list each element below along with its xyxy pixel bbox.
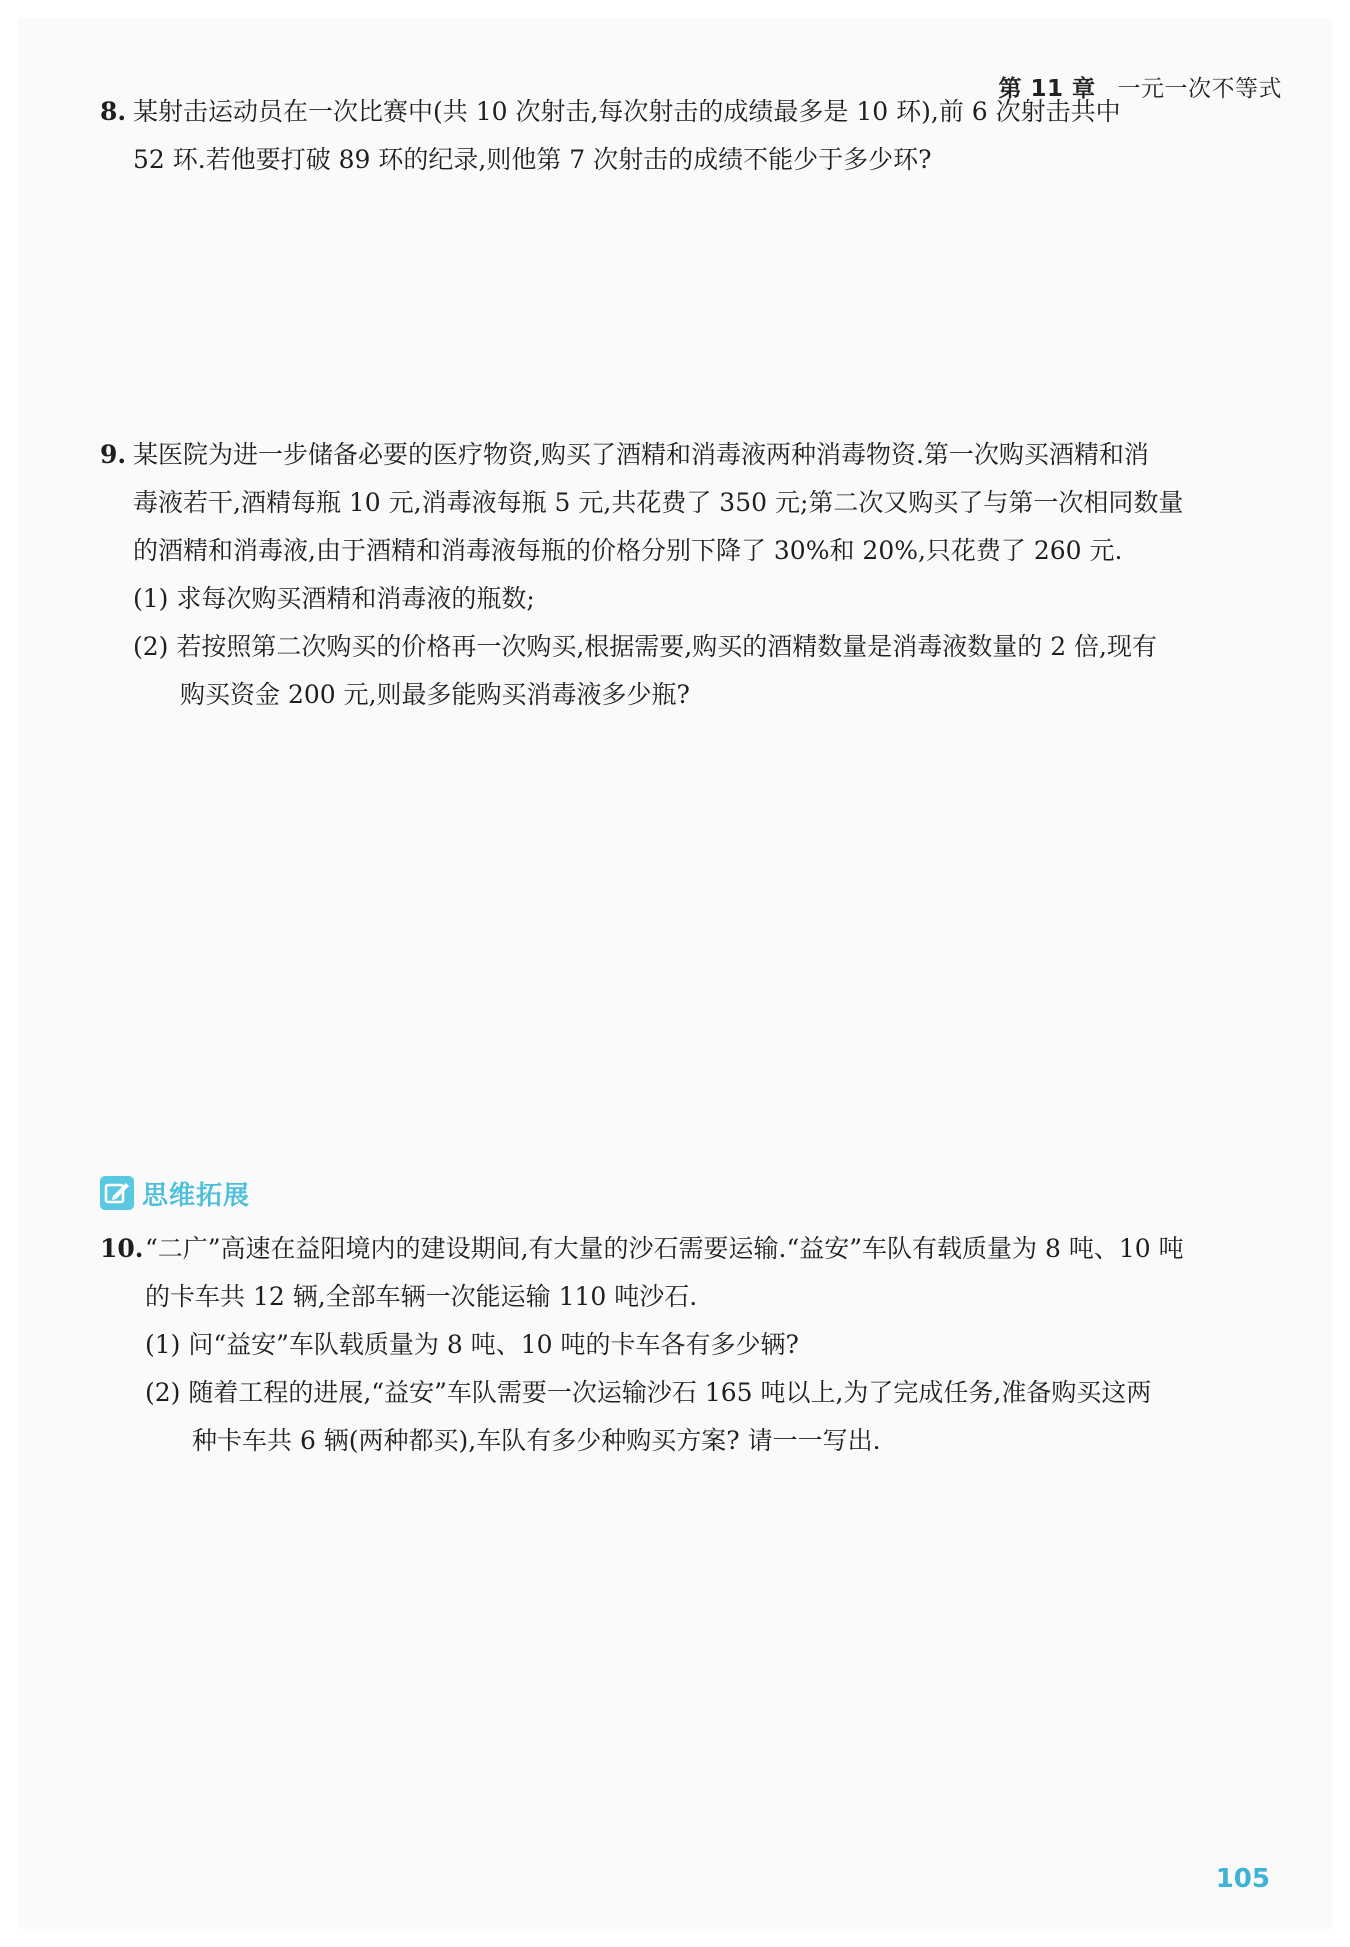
pencil-edit-icon	[100, 1176, 134, 1210]
question-9-sub-2: (2) 若按照第二次购买的价格再一次购买,根据需要,购买的酒精数量是消毒液数量的 2 倍,现有	[133, 632, 1158, 661]
question-text: 某射击运动员在一次比赛中(共 10 次射击,每次射击的成绩最多是 10 环),前 6 次射击共中	[133, 97, 1121, 126]
question-10-sub-2: (2) 随着工程的进展,“益安”车队需要一次运输沙石 165 吨以上,为了完成任务,准备购买这两	[145, 1378, 1152, 1407]
question-10-sub-2-cont: 种卡车共 6 辆(两种都买),车队有多少种购买方案? 请一一写出.	[192, 1426, 881, 1455]
question-text: 某医院为进一步储备必要的医疗物资,购买了酒精和消毒液两种消毒物资.第一次购买酒精和消	[133, 440, 1149, 469]
question-9-sub-1: (1) 求每次购买酒精和消毒液的瓶数;	[133, 584, 535, 613]
textbook-page	[18, 18, 1332, 1929]
question-text: “二广”高速在益阳境内的建设期间,有大量的沙石需要运输.“益安”车队有载质量为 8 吨、10 吨	[145, 1234, 1184, 1263]
chapter-title: 一元一次不等式	[1117, 76, 1282, 102]
question-9-line-3: 的酒精和消毒液,由于酒精和消毒液每瓶的价格分别下降了 30%和 20%,只花费了 260 元.	[133, 536, 1123, 565]
question-9-sub-2-cont: 购买资金 200 元,则最多能购买消毒液多少瓶?	[180, 680, 690, 709]
section-title: 思维拓展	[142, 1180, 251, 1211]
question-10-line-2: 的卡车共 12 辆,全部车辆一次能运输 110 吨沙石.	[145, 1282, 698, 1311]
question-10-sub-1: (1) 问“益安”车队载质量为 8 吨、10 吨的卡车各有多少辆?	[145, 1330, 799, 1359]
question-9-line-1	[100, 431, 1310, 479]
question-8-line-1	[100, 88, 1310, 136]
question-10	[100, 1225, 1310, 1465]
question-10-line-1	[100, 1225, 1310, 1273]
chapter-number: 第 11 章	[998, 76, 1096, 102]
question-9-line-2: 毒液若干,酒精每瓶 10 元,消毒液每瓶 5 元,共花费了 350 元;第二次又购买了与第一次相同数量	[133, 488, 1184, 517]
section-heading	[100, 1175, 250, 1211]
question-8	[100, 88, 1310, 184]
question-9	[100, 431, 1310, 719]
question-number: 9.	[100, 440, 127, 469]
question-number: 10.	[100, 1234, 144, 1263]
question-8-line-2: 52 环.若他要打破 89 环的纪录,则他第 7 次射击的成绩不能少于多少环?	[133, 145, 932, 174]
page-number: 105	[1215, 1864, 1270, 1894]
question-number: 8.	[100, 97, 127, 126]
